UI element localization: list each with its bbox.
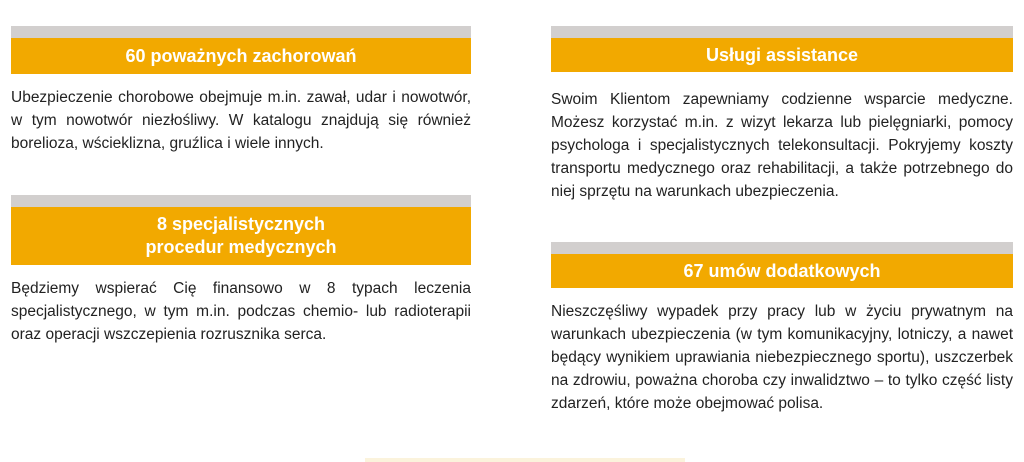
- section-title: [11, 207, 471, 265]
- section-specialist-procedures: [11, 195, 471, 346]
- section-top-band: [551, 26, 1013, 38]
- section-text: Swoim Klientom zapewniamy codzienne wsparcie medyczne. Możesz korzystać m.in. z wizyt lekarza lub pielęgniarki, pomocy psychologa i specjalistycznych telekonsultacji. Pokryjemy koszty transportu medycznego oraz rehabilitacji, a także potrzebnego do niej sprzętu na warunkach ubezpieczenia.: [551, 91, 1013, 200]
- bottom-decorative-strip: [365, 458, 685, 462]
- section-text: Ubezpieczenie chorobowe obejmuje m.in. zawał, udar i nowotwór, w tym nowotwór niezłośliwy. W katalogu znajdują się również borelioza, wścieklizna, gruźlica i wiele innych.: [11, 89, 471, 152]
- section-title-line-2: procedur medycznych: [145, 237, 337, 257]
- section-top-band: [11, 195, 471, 207]
- section-title-line-1: 8 specjalistycznych: [156, 214, 326, 234]
- section-title: 60 poważnych zachorowań: [11, 38, 471, 74]
- section-top-band: [551, 242, 1013, 254]
- section-assistance: [551, 26, 1013, 203]
- section-top-band: [11, 26, 471, 38]
- section-serious-illnesses: [11, 26, 471, 155]
- section-additional-contracts: [551, 242, 1013, 415]
- section-title: 67 umów dodatkowych: [551, 254, 1013, 288]
- section-title: Usługi assistance: [551, 38, 1013, 72]
- section-text: Będziemy wspierać Cię finansowo w 8 typach leczenia specjalistycznego, w tym m.in. podczas chemio- lub radioterapii oraz operacji wszczepienia rozrusznika serca.: [11, 280, 471, 343]
- section-text: Nieszczęśliwy wypadek przy pracy lub w życiu prywatnym na warunkach ubezpieczenia (w tym komunikacyjny, lotniczy, a nawet będący wynikiem uprawiania niebezpiecznego sportu), uszczerbek na zdrowiu, poważna choroba czy inwalidztwo – to tylko część listy zdarzeń, które może obejmować polisa.: [551, 303, 1013, 412]
